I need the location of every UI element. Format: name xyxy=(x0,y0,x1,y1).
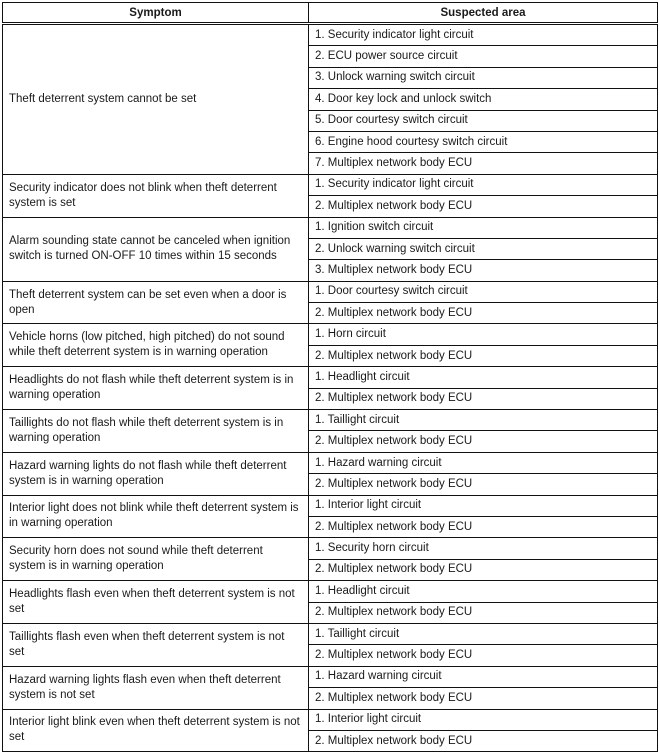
symptom-cell: Security indicator does not blink when theft deterrent system is set xyxy=(3,174,309,217)
symptom-cell: Theft deterrent system can be set even when a door is open xyxy=(3,281,309,324)
problem-symptoms-table xyxy=(2,2,658,752)
suspected-area-cell: 1. Security indicator light circuit xyxy=(309,24,658,46)
suspected-area-cell: 3. Unlock warning switch circuit xyxy=(309,67,658,88)
table-header-row xyxy=(3,3,658,24)
table-row xyxy=(3,410,658,431)
symptom-cell: Headlights do not flash while theft deterrent system is in warning operation xyxy=(3,367,309,410)
table-row xyxy=(3,281,658,302)
table-row xyxy=(3,217,658,238)
suspected-area-cell: 7. Multiplex network body ECU xyxy=(309,153,658,174)
suspected-area-cell: 2. Multiplex network body ECU xyxy=(309,431,658,452)
symptom-cell: Headlights flash even when theft deterrent system is not set xyxy=(3,581,309,624)
suspected-area-cell: 1. Horn circuit xyxy=(309,324,658,345)
suspected-area-cell: 2. Multiplex network body ECU xyxy=(309,345,658,366)
suspected-area-cell: 2. Multiplex network body ECU xyxy=(309,303,658,324)
suspected-area-cell: 1. Door courtesy switch circuit xyxy=(309,281,658,302)
symptom-cell: Alarm sounding state cannot be canceled when ignition switch is turned ON-OFF 10 times within 15 seconds xyxy=(3,217,309,281)
table-row xyxy=(3,709,658,730)
suspected-area-cell: 2. Unlock warning switch circuit xyxy=(309,238,658,259)
header-symptom: Symptom xyxy=(3,3,309,24)
suspected-area-cell: 1. Security indicator light circuit xyxy=(309,174,658,195)
suspected-area-cell: 1. Hazard warning circuit xyxy=(309,452,658,473)
table-row xyxy=(3,666,658,687)
table-row xyxy=(3,452,658,473)
table-row xyxy=(3,24,658,46)
table-row xyxy=(3,324,658,345)
table-body xyxy=(3,24,658,752)
symptom-cell: Security horn does not sound while theft deterrent system is in warning operation xyxy=(3,538,309,581)
suspected-area-cell: 3. Multiplex network body ECU xyxy=(309,260,658,281)
suspected-area-cell: 1. Interior light circuit xyxy=(309,495,658,516)
suspected-area-cell: 1. Taillight circuit xyxy=(309,410,658,431)
suspected-area-cell: 5. Door courtesy switch circuit xyxy=(309,110,658,131)
symptom-cell: Taillights flash even when theft deterrent system is not set xyxy=(3,623,309,666)
symptom-cell: Hazard warning lights flash even when theft deterrent system is not set xyxy=(3,666,309,709)
table-row xyxy=(3,367,658,388)
suspected-area-cell: 2. Multiplex network body ECU xyxy=(309,559,658,580)
header-suspected-area: Suspected area xyxy=(309,3,658,24)
table-row xyxy=(3,174,658,195)
troubleshooting-table-container xyxy=(2,2,657,752)
symptom-cell: Hazard warning lights do not flash while theft deterrent system is in warning operation xyxy=(3,452,309,495)
suspected-area-cell: 1. Taillight circuit xyxy=(309,623,658,644)
suspected-area-cell: 1. Interior light circuit xyxy=(309,709,658,730)
suspected-area-cell: 1. Hazard warning circuit xyxy=(309,666,658,687)
suspected-area-cell: 2. Multiplex network body ECU xyxy=(309,602,658,623)
suspected-area-cell: 2. Multiplex network body ECU xyxy=(309,196,658,217)
suspected-area-cell: 1. Headlight circuit xyxy=(309,581,658,602)
suspected-area-cell: 2. Multiplex network body ECU xyxy=(309,388,658,409)
suspected-area-cell: 2. Multiplex network body ECU xyxy=(309,688,658,709)
table-row xyxy=(3,538,658,559)
suspected-area-cell: 1. Headlight circuit xyxy=(309,367,658,388)
symptom-cell: Theft deterrent system cannot be set xyxy=(3,24,309,175)
suspected-area-cell: 2. Multiplex network body ECU xyxy=(309,645,658,666)
symptom-cell: Taillights do not flash while theft deterrent system is in warning operation xyxy=(3,410,309,453)
suspected-area-cell: 1. Security horn circuit xyxy=(309,538,658,559)
suspected-area-cell: 6. Engine hood courtesy switch circuit xyxy=(309,131,658,152)
table-row xyxy=(3,581,658,602)
table-row xyxy=(3,623,658,644)
symptom-cell: Vehicle horns (low pitched, high pitched) do not sound while theft deterrent system is in warning operation xyxy=(3,324,309,367)
suspected-area-cell: 4. Door key lock and unlock switch xyxy=(309,89,658,110)
table-row xyxy=(3,495,658,516)
suspected-area-cell: 2. ECU power source circuit xyxy=(309,46,658,67)
suspected-area-cell: 2. Multiplex network body ECU xyxy=(309,516,658,537)
suspected-area-cell: 2. Multiplex network body ECU xyxy=(309,730,658,751)
suspected-area-cell: 1. Ignition switch circuit xyxy=(309,217,658,238)
suspected-area-cell: 2. Multiplex network body ECU xyxy=(309,474,658,495)
symptom-cell: Interior light does not blink while theft deterrent system is in warning operation xyxy=(3,495,309,538)
symptom-cell: Interior light blink even when theft deterrent system is not set xyxy=(3,709,309,752)
